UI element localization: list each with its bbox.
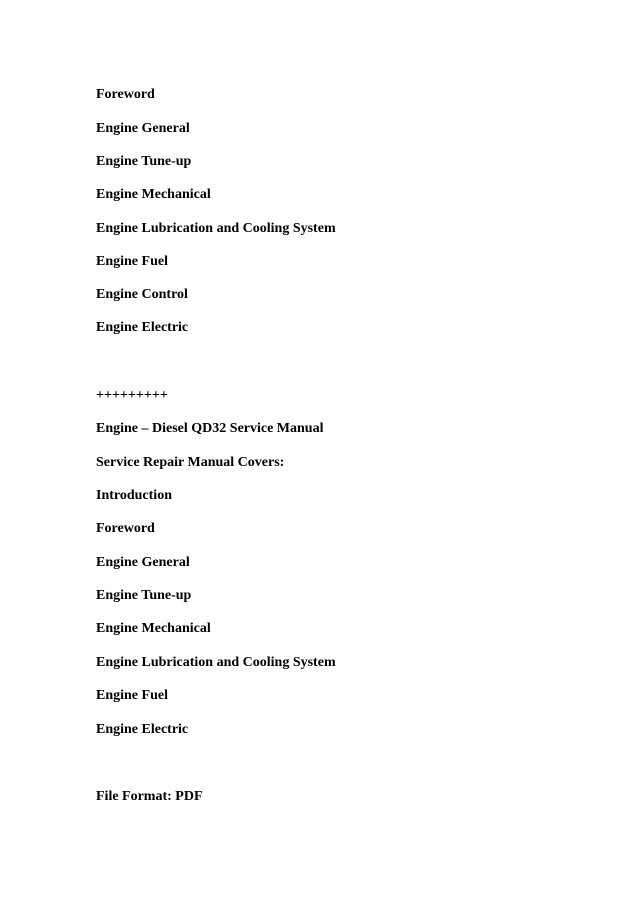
separator-text: +++++++++ [96, 388, 168, 403]
file-format: File Format: PDF [96, 789, 203, 804]
list-item: Introduction [96, 488, 172, 503]
list-item: Engine General [96, 121, 190, 136]
list-item: Engine Lubrication and Cooling System [96, 655, 336, 670]
list-item: Foreword [96, 521, 155, 536]
list-item: Foreword [96, 87, 155, 102]
list-item: Engine Mechanical [96, 187, 211, 202]
covers-heading: Service Repair Manual Covers: [96, 455, 285, 470]
list-item: Engine Electric [96, 320, 189, 335]
list-item: Engine Tune-up [96, 154, 192, 169]
manual-title: Engine – Diesel QD32 Service Manual [96, 421, 324, 436]
list-item: Engine Fuel [96, 254, 168, 269]
list-item: Engine Control [96, 287, 188, 302]
list-item: Engine Mechanical [96, 621, 211, 636]
list-item: Engine Lubrication and Cooling System [96, 221, 336, 236]
list-item: Engine Fuel [96, 688, 168, 703]
list-item: Engine General [96, 555, 190, 570]
list-item: Engine Tune-up [96, 588, 192, 603]
list-item: Engine Electric [96, 722, 189, 737]
